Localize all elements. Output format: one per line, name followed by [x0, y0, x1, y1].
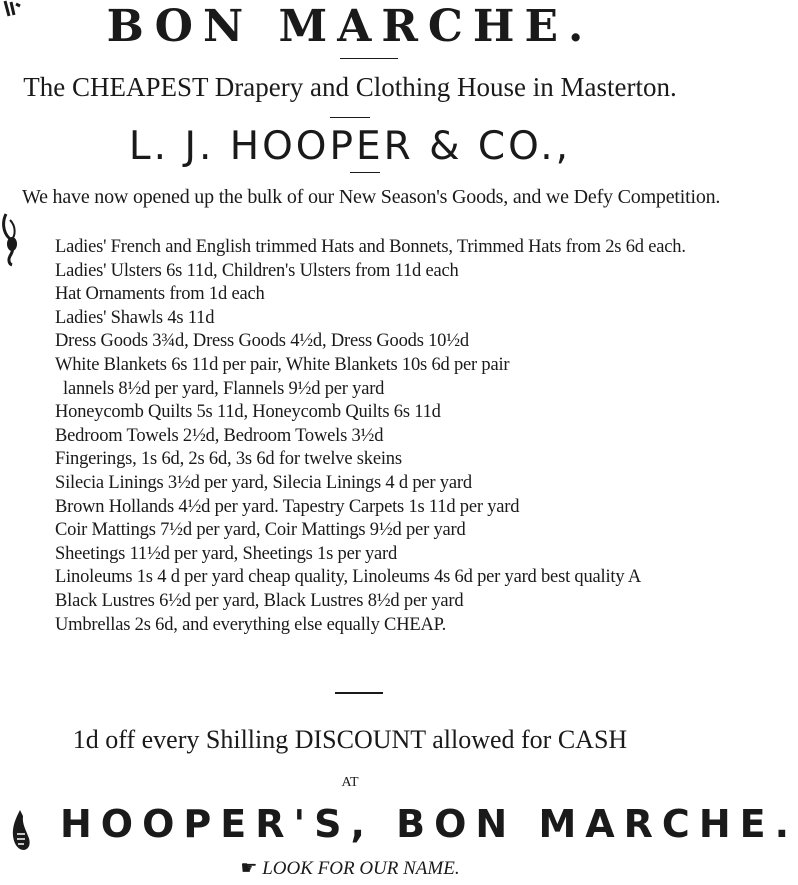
masthead: BON MARCHE. [106, 1, 594, 52]
list-item: Black Lustres 6½d per yard, Black Lustres 8½d per yard [55, 590, 464, 611]
list-item: Ladies' French and English trimmed Hats and Bonnets, Trimmed Hats from 2s 6d each. [55, 237, 686, 257]
list-item: Ladies' Shawls 4s 11d [55, 307, 215, 328]
ornament-icon [0, 210, 22, 266]
cash-discount: 1d off every Shilling DISCOUNT allowed for CASH [72, 725, 628, 754]
list-item: Brown Hollands 4½d per yard. Tapestry Carpets 1s 11d per yard [55, 496, 520, 517]
list-item: Ladies' Ulsters 6s 11d, Children's Ulsters from 11d each [55, 260, 459, 281]
look-for-text: LOOK FOR OUR NAME. [262, 858, 460, 879]
list-item: Fingerings, 1s 6d, 2s 6d, 3s 6d for twelve skeins [55, 449, 402, 470]
list-item: Linoleums 1s 4 d per yard cheap quality, Linoleums 4s 6d per yard best quality A [55, 567, 641, 588]
tagline: The CHEAPEST Drapery and Clothing House in Masterton. [23, 72, 677, 102]
at-label: AT [341, 775, 359, 790]
divider-rule [335, 692, 383, 694]
shop-name: HOOPER'S, BON MARCHE. [60, 802, 798, 846]
list-item: Bedroom Towels 2½d, Bedroom Towels 3½d [55, 425, 384, 446]
pointing-hand-icon: ☛ [240, 858, 258, 879]
firm-name: L. J. HOOPER & CO., [128, 124, 572, 169]
list-item: Sheetings 11½d per yard, Sheetings 1s per yard [55, 543, 398, 564]
list-item: Silecia Linings 3½d per yard, Silecia Linings 4 d per yard [55, 472, 472, 493]
list-item: Dress Goods 3¾d, Dress Goods 4½d, Dress Goods 10½d [55, 331, 469, 352]
look-for-line [0, 856, 700, 882]
divider-rule [340, 58, 398, 59]
goods-list [55, 236, 686, 637]
list-item: Honeycomb Quilts 5s 11d, Honeycomb Quilts 6s 11d [55, 402, 441, 423]
pointing-hand-icon [8, 808, 34, 852]
divider-rule [350, 172, 380, 173]
divider-rule [330, 117, 370, 118]
list-item: White Blankets 6s 11d per pair, White Blankets 10s 6d per pair [55, 354, 510, 375]
list-item: Coir Mattings 7½d per yard, Coir Mattings 9½d per yard [55, 520, 466, 541]
list-item: Hat Ornaments from 1d each [55, 284, 265, 305]
list-item: lannels 8½d per yard, Flannels 9½d per yard [63, 378, 385, 399]
intro-line: We have now opened up the bulk of our New Season's Goods, and we Defy Competition. [22, 186, 721, 208]
list-item: Umbrellas 2s 6d, and everything else equally CHEAP. [55, 614, 447, 635]
